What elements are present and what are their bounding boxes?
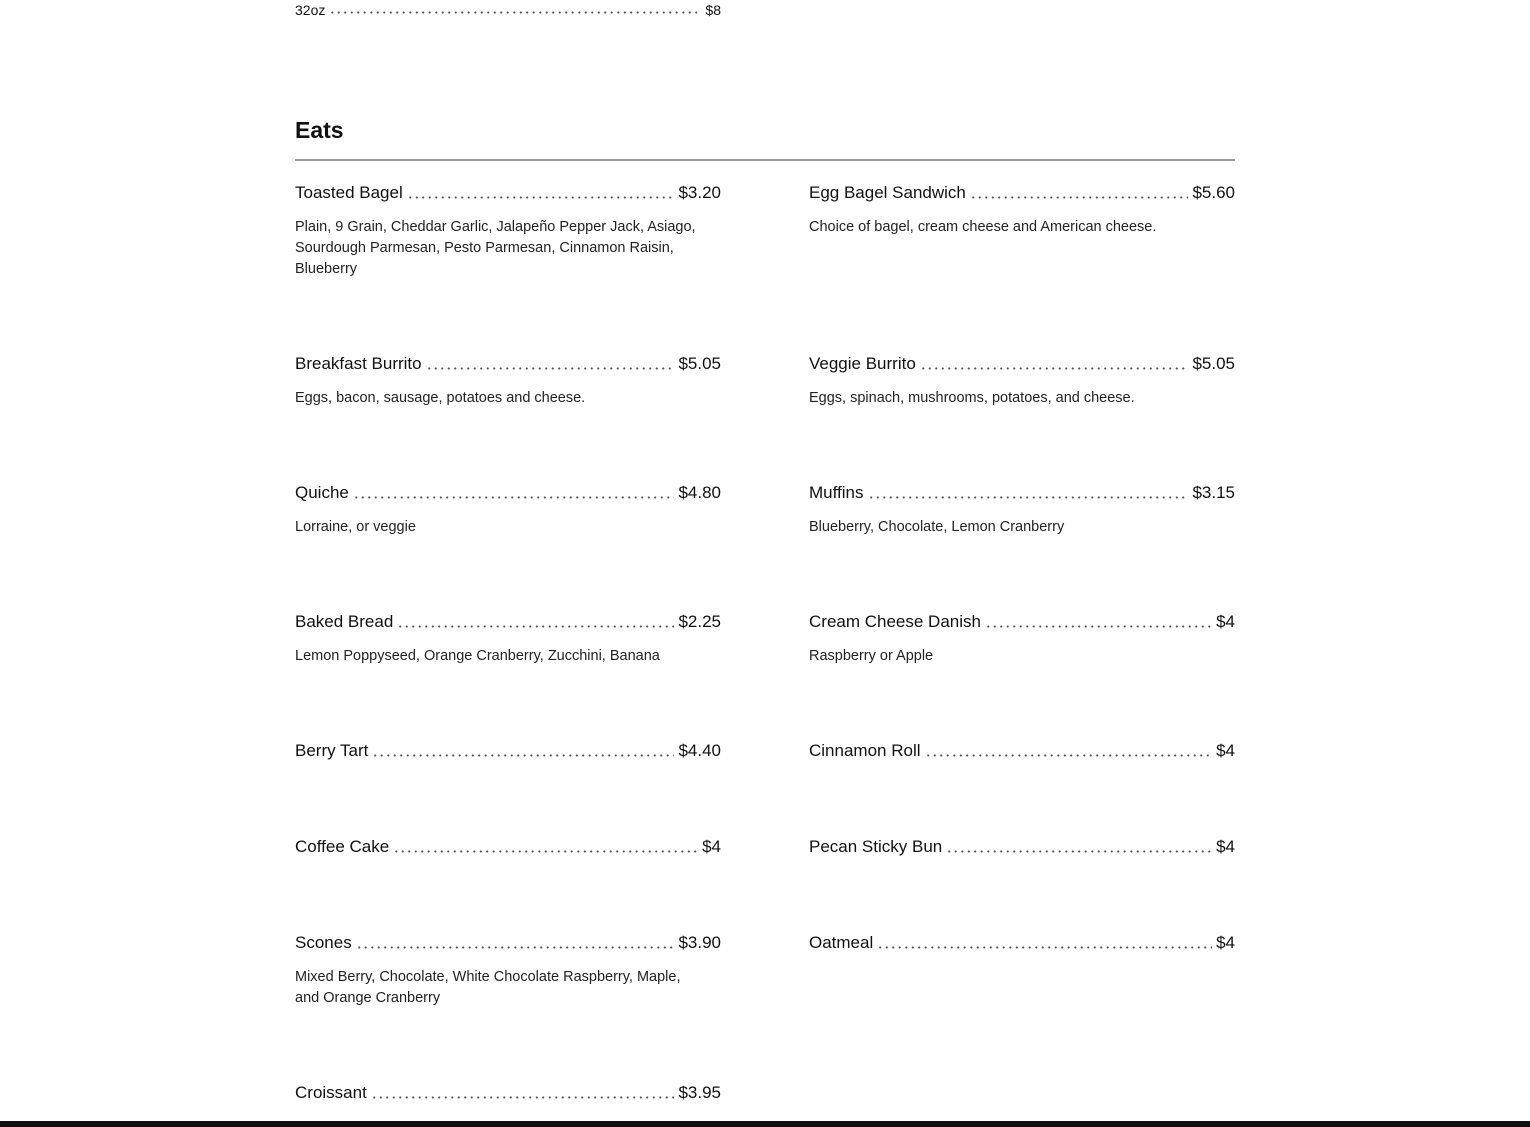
menu-item-veggie-burrito: [809, 354, 1235, 409]
menu-item-egg-bagel-sandwich: [809, 183, 1235, 238]
item-name: Quiche: [295, 483, 349, 502]
item-price: $4: [1216, 837, 1235, 856]
item-price: $2.25: [678, 612, 721, 631]
menu-item-oatmeal: [809, 933, 1235, 953]
item-name: Muffins: [809, 483, 864, 502]
dot-leader: [371, 1087, 675, 1099]
item-price: $4.80: [678, 483, 721, 502]
menu-item-coffee-cake: [295, 837, 721, 857]
section-title: Eats: [295, 117, 344, 143]
item-price: $4: [1216, 741, 1235, 760]
item-price: $3.15: [1192, 483, 1235, 502]
item-description: Blueberry, Chocolate, Lemon Cranberry: [809, 519, 1065, 535]
item-description: Plain, 9 Grain, Cheddar Garlic, Jalapeño Pepper Jack, Asiago, Sourdough Parmesan, Pesto Parmesan, Cinnamon Raisin, Blueberry: [295, 219, 696, 277]
item-description: Raspberry or Apple: [809, 648, 934, 664]
dot-leader: [393, 841, 698, 853]
item-name: 32oz: [295, 2, 326, 18]
dot-leader: [407, 187, 675, 199]
menu-item-berry-tart: [295, 741, 721, 761]
dot-leader: [920, 358, 1189, 370]
item-description: Choice of bagel, cream cheese and American cheese.: [809, 219, 1157, 235]
menu-item-breakfast-burrito: [295, 354, 721, 409]
item-price: $3.90: [678, 933, 721, 952]
item-name: Egg Bagel Sandwich: [809, 183, 966, 202]
item-name: Cinnamon Roll: [809, 741, 921, 760]
item-price: $4: [1216, 933, 1235, 952]
item-name: Toasted Bagel: [295, 183, 403, 202]
item-price: $4: [1216, 612, 1235, 631]
menu-item-quiche: [295, 483, 721, 538]
dot-leader: [970, 187, 1189, 199]
dot-leader: [397, 616, 674, 628]
item-name: Pecan Sticky Bun: [809, 837, 943, 856]
item-name: Cream Cheese Danish: [809, 612, 981, 631]
item-price: $5.05: [1192, 354, 1235, 373]
dot-leader: [329, 2, 701, 14]
dot-leader: [925, 745, 1213, 757]
menu-item-muffins: [809, 483, 1235, 538]
item-name: Coffee Cake: [295, 837, 390, 856]
item-name: Oatmeal: [809, 933, 874, 952]
item-description: Eggs, spinach, mushrooms, potatoes, and cheese.: [809, 390, 1135, 406]
dot-leader: [353, 487, 675, 499]
item-price: $8: [705, 2, 721, 18]
item-price: $3.20: [678, 183, 721, 202]
dot-leader: [946, 841, 1212, 853]
dot-leader: [985, 616, 1212, 628]
menu-item-32oz: [295, 2, 721, 18]
item-name: Berry Tart: [295, 741, 369, 760]
item-price: $4: [702, 837, 721, 856]
menu-item-cinnamon-roll: [809, 741, 1235, 761]
footer-bar: [0, 1121, 1530, 1127]
menu-item-scones: [295, 933, 721, 1009]
item-name: Breakfast Burrito: [295, 354, 422, 373]
item-price: $5.05: [678, 354, 721, 373]
item-price: $4.40: [678, 741, 721, 760]
item-description: Mixed Berry, Chocolate, White Chocolate Raspberry, Maple, and Orange Cranberry: [295, 969, 681, 1006]
dot-leader: [356, 937, 675, 949]
item-name: Croissant: [295, 1083, 367, 1102]
item-description: Lemon Poppyseed, Orange Cranberry, Zucchini, Banana: [295, 648, 660, 664]
menu-item-croissant: [295, 1083, 721, 1103]
dot-leader: [372, 745, 674, 757]
menu-item-pecan-sticky-bun: [809, 837, 1235, 857]
dot-leader: [868, 487, 1189, 499]
item-name: Baked Bread: [295, 612, 394, 631]
item-name: Veggie Burrito: [809, 354, 916, 373]
menu-item-baked-bread: [295, 612, 721, 667]
item-description: Eggs, bacon, sausage, potatoes and cheese.: [295, 390, 586, 406]
item-price: $3.95: [678, 1083, 721, 1102]
dot-leader: [426, 358, 675, 370]
menu-item-cream-cheese-danish: [809, 612, 1235, 667]
item-price: $5.60: [1192, 183, 1235, 202]
item-name: Scones: [295, 933, 352, 952]
menu-item-toasted-bagel: [295, 183, 721, 280]
item-description: Lorraine, or veggie: [295, 519, 416, 535]
dot-leader: [877, 937, 1212, 949]
section-divider: [295, 159, 1235, 161]
